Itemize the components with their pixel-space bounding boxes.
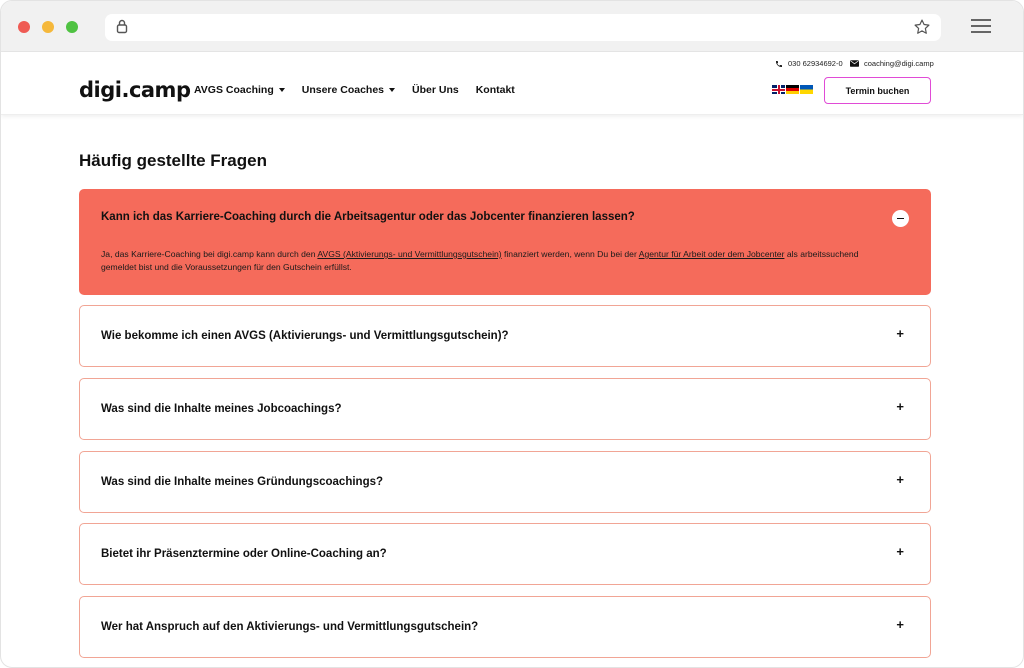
answer-text: als arbeitssuchend gemeldet bist und die Voraussetzungen für den Gutschein erfüllst. <box>101 249 859 272</box>
envelope-icon <box>850 60 859 67</box>
nav-item-label: AVGS Coaching <box>194 84 274 96</box>
answer-text: Ja, das Karriere-Coaching bei digi.camp kann durch den <box>101 249 318 259</box>
plus-icon[interactable]: + <box>896 399 904 414</box>
faq-item[interactable] <box>79 451 931 513</box>
flag-de-icon[interactable] <box>786 85 799 94</box>
faq-question: Was sind die Inhalte meines Jobcoachings? <box>101 403 342 415</box>
language-switcher <box>772 85 813 94</box>
flag-en-icon[interactable] <box>772 85 785 94</box>
plus-icon[interactable]: + <box>896 472 904 487</box>
book-appointment-button[interactable]: Termin buchen <box>824 77 931 104</box>
nav-item-ueber-uns[interactable] <box>412 84 459 96</box>
nav-item-unsere-coaches[interactable] <box>302 84 395 96</box>
plus-icon[interactable]: + <box>896 326 904 341</box>
lock-icon <box>116 19 128 39</box>
nav-item-label: Über Uns <box>412 84 459 96</box>
plus-icon[interactable]: + <box>896 617 904 632</box>
plus-icon[interactable]: + <box>896 544 904 559</box>
faq-question: Bietet ihr Präsenztermine oder Online-Coaching an? <box>101 548 387 560</box>
faq-question: Was sind die Inhalte meines Gründungscoachings? <box>101 476 384 488</box>
flag-uk-icon[interactable] <box>800 85 813 94</box>
answer-text: finanziert werden, wenn Du bei der <box>501 249 639 259</box>
chevron-down-icon <box>279 88 285 92</box>
site-header <box>1 52 1023 115</box>
browser-toolbar <box>1 1 1023 52</box>
faq-item-expanded <box>79 189 931 295</box>
minimize-window-button[interactable] <box>42 21 54 33</box>
faq-item[interactable] <box>79 596 931 658</box>
email-link[interactable] <box>850 59 934 68</box>
email-address: coaching@digi.camp <box>864 59 934 68</box>
faq-question: Wer hat Anspruch auf den Aktivierungs- und Vermittlungsgutschein? <box>101 621 479 633</box>
site-logo[interactable]: digi.camp <box>79 78 191 102</box>
address-bar[interactable] <box>105 14 941 41</box>
avgs-link[interactable]: AVGS (Aktivierungs- und Vermittlungsgutschein) <box>317 249 502 259</box>
main-navigation <box>194 84 532 96</box>
maximize-window-button[interactable] <box>66 21 78 33</box>
faq-answer <box>101 248 891 274</box>
faq-question: Wie bekomme ich einen AVGS (Aktivierungs- und Vermittlungsgutschein)? <box>101 330 509 342</box>
nav-item-kontakt[interactable] <box>476 84 515 96</box>
faq-item[interactable] <box>79 378 931 440</box>
phone-link[interactable] <box>775 59 843 68</box>
nav-item-avgs-coaching[interactable] <box>194 84 285 96</box>
nav-item-label: Kontakt <box>475 84 515 96</box>
agentur-link[interactable]: Agentur für Arbeit oder dem Jobcenter <box>638 249 785 259</box>
chevron-down-icon <box>389 88 395 92</box>
minus-icon <box>897 218 904 220</box>
phone-number: 030 62934692-0 <box>788 59 843 68</box>
faq-item[interactable] <box>79 523 931 585</box>
phone-icon <box>775 60 783 68</box>
close-window-button[interactable] <box>18 21 30 33</box>
collapse-button[interactable] <box>892 210 909 227</box>
page-title: Häufig gestellte Fragen <box>79 151 267 170</box>
faq-question[interactable]: Kann ich das Karriere-Coaching durch die Arbeitsagentur oder das Jobcenter finanzieren lassen? <box>101 211 635 223</box>
hamburger-menu-icon[interactable] <box>971 18 991 39</box>
star-icon[interactable] <box>913 18 931 41</box>
nav-item-label: Unsere Coaches <box>301 84 385 96</box>
faq-item[interactable] <box>79 305 931 367</box>
